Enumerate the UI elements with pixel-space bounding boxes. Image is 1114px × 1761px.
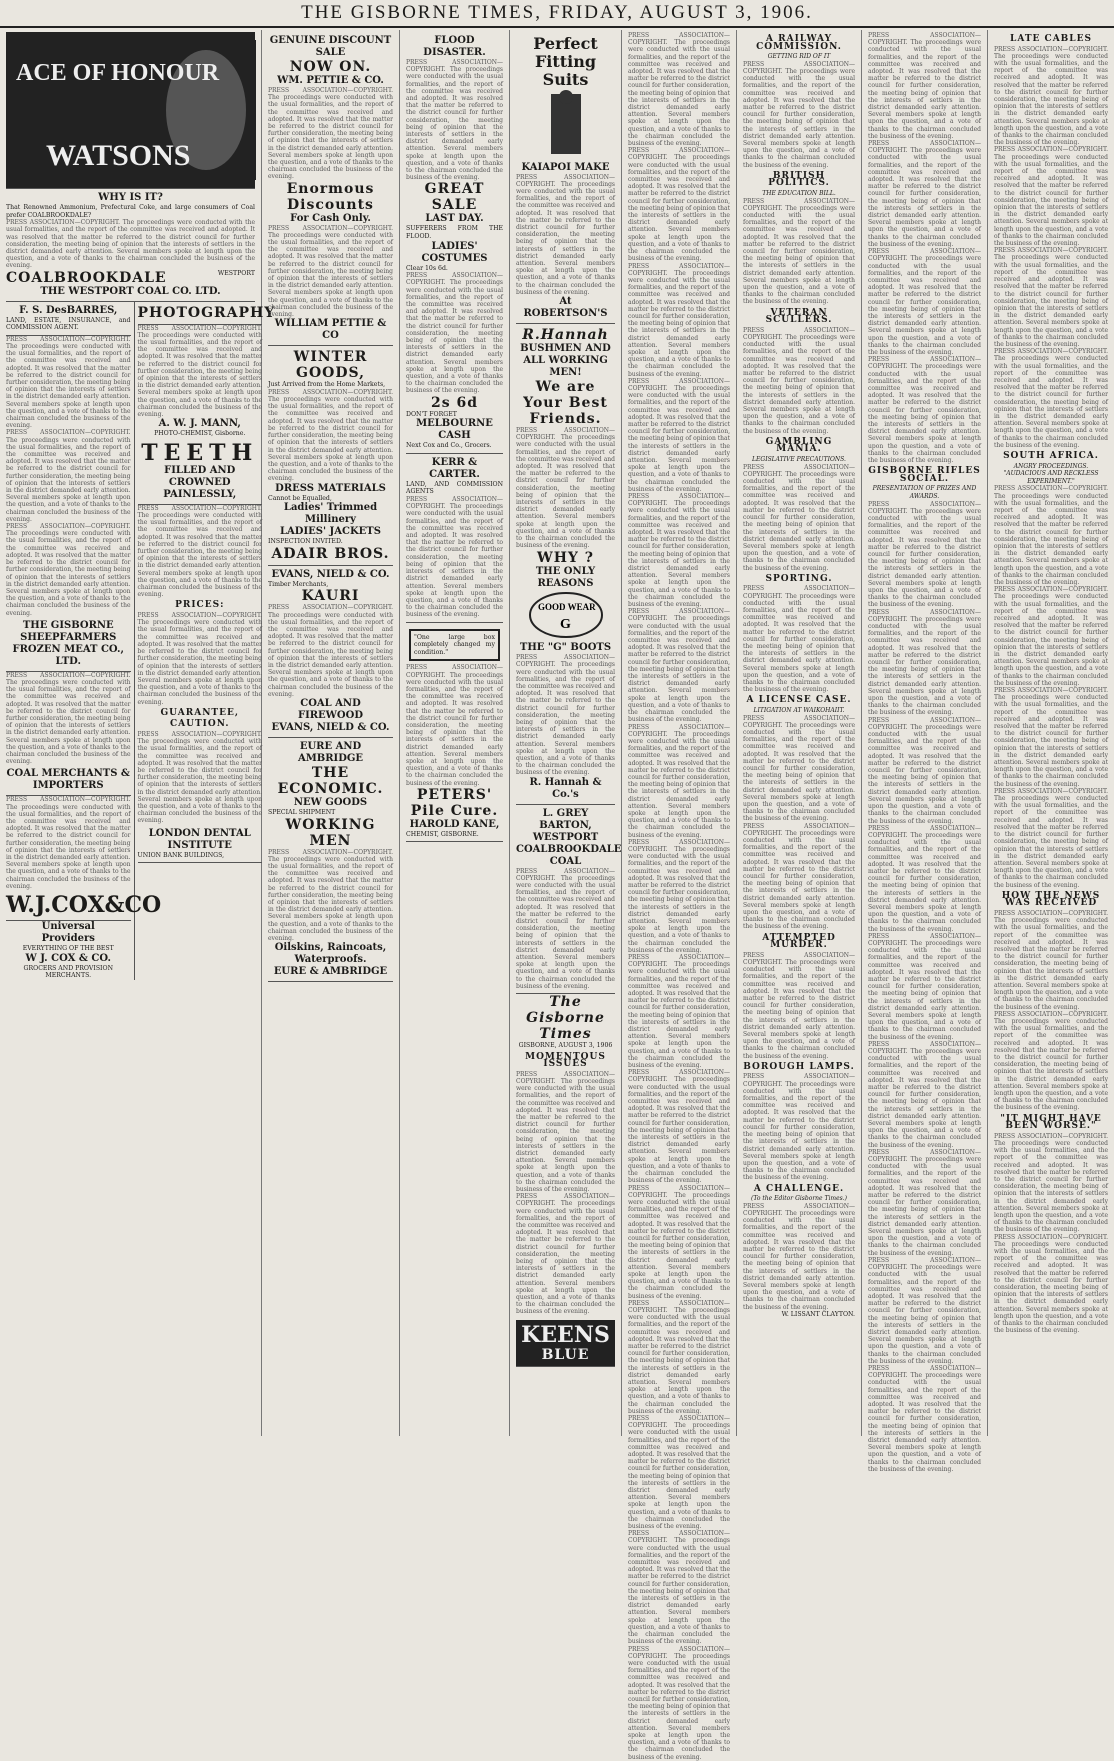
universal: Universal	[41, 921, 95, 932]
clear: Clear 10s 6d.	[406, 264, 448, 272]
news-11: PRESS ASSOCIATION—COPYRIGHT. The proceedings were conducted with the usual formalities, and the report of the committee was received and adopted. It was resolved that the matter be referred to the district council for further consideration, the meeting being of opinion that the interests of settlers in the district demanded early attention. Several members spoke at length upon the question, and a vote of thanks to the chairman concluded the business of the evening.	[628, 1184, 730, 1300]
eure2: EURE & AMBRIDGE	[273, 966, 388, 978]
column-6	[737, 30, 862, 1436]
coal-ad-text: That Renowned Ammonium, Prefectural Coke, and large consumers of Coal prefer COALBROOKDALE?	[6, 204, 255, 219]
cables-3: PRESS ASSOCIATION—COPYRIGHT. The proceedings were conducted with the usual formalities, and the report of the committee was received and adopted. It was resolved that the matter be referred to the district council for further consideration, the meeting being of opinion that the interests of settlers in the district demanded early attention. Several members spoke at length upon the question, and a vote of thanks to the chairman concluded the business of the evening.	[994, 247, 1108, 348]
freezing-body: PRESS ASSOCIATION—COPYRIGHT. The proceedings were conducted with the usual formalities, and the report of the committee was received and adopted. It was resolved that the matter be referred to the district council for further consideration, the meeting being of opinion that the interests of settlers in the district demanded early attention. Several members spoke at length upon the question, and a vote of thanks to the chairman concluded the business of the evening.	[6, 671, 131, 766]
masthead: THE GISBORNE TIMES, FRIDAY, AUGUST 3, 1906.	[0, 0, 1114, 28]
kaiapoi-body: PRESS ASSOCIATION—COPYRIGHT. The proceedings were conducted with the usual formalities, and the report of the committee was received and adopted. It was resolved that the matter be referred to the district council for further consideration, the meeting being of opinion that the interests of settlers in the district demanded early attention. Several members spoke at length upon the question, and a vote of thanks to the chairman concluded the business of the evening.	[516, 173, 615, 296]
rifles-body-1: PRESS ASSOCIATION—COPYRIGHT. The proceedings were conducted with the usual formalities, and the report of the committee was received and adopted. It was resolved that the matter be referred to the district council for further consideration, the meeting being of opinion that the interests of settlers in the district demanded early attention. Several members spoke at length upon the question, and a vote of thanks to the chairman concluded the business of the evening.	[868, 500, 981, 609]
news-9: PRESS ASSOCIATION—COPYRIGHT. The proceedings were conducted with the usual formalities, and the report of the committee was received and adopted. It was resolved that the matter be referred to the district council for further consideration, the meeting being of opinion that the interests of settlers in the district demanded early attention. Several members spoke at length upon the question, and a vote of thanks to the chairman concluded the business of the evening.	[628, 954, 730, 1070]
presentation: PRESENTATION OF PRIZES AND AWARDS.	[872, 485, 977, 500]
melbourne-cash: MELBOURNE CASH	[416, 418, 493, 442]
svg-text:WATSONS: WATSONS	[45, 139, 190, 172]
watsons-whisky-illustration	[6, 40, 256, 180]
evans2: EVANS, NIELD & CO.	[271, 721, 390, 733]
scullers-body: PRESS ASSOCIATION—COPYRIGHT. The proceedings were conducted with the usual formalities, and the report of the committee was received and adopted. It was resolved that the matter be referred to the district council for further consideration, the meeting being of opinion that the interests of settlers in the district demanded early attention. Several members spoke at length upon the question, and a vote of thanks to the chairman concluded the business of the evening.	[743, 326, 855, 435]
peters: PETERS'	[416, 786, 493, 803]
svg-text:GOOD WEAR: GOOD WEAR	[537, 601, 596, 612]
discounts: Discounts	[287, 196, 374, 213]
suit-illustration	[521, 89, 611, 159]
col7-news-3: PRESS ASSOCIATION—COPYRIGHT. The proceedings were conducted with the usual formalities, and the report of the committee was received and adopted. It was resolved that the matter be referred to the district council for further consideration, the meeting being of opinion that the interests of settlers in the district demanded early attention. Several members spoke at length upon the question, and a vote of thanks to the chairman concluded the business of the evening.	[868, 248, 981, 356]
news-received-1: PRESS ASSOCIATION—COPYRIGHT. The proceedings were conducted with the usual formalities, and the report of the committee was received and adopted. It was resolved that the matter be referred to the district council for further consideration, the meeting being of opinion that the interests of settlers in the district demanded early attention. Several members spoke at length upon the question, and a vote of thanks to the chairman concluded the business of the evening.	[994, 909, 1108, 1011]
photography-body: PRESS ASSOCIATION—COPYRIGHT. The proceedings were conducted with the usual formalities, and the report of the committee was received and adopted. It was resolved that the matter be referred to the district council for further consideration, the meeting being of opinion that the interests of settlers in the district demanded early attention. Several members spoke at length upon the question, and a vote of thanks to the chairman concluded the business of the evening.	[137, 324, 262, 419]
harold-kane: HAROLD KANE,	[409, 818, 500, 830]
flood-disaster: FLOOD DISASTER.	[423, 35, 486, 58]
discount-body: PRESS ASSOCIATION—COPYRIGHT. The proceedings were conducted with the usual formalities, and the report of the committee was received and adopted. It was resolved that the matter be referred to the district council for further consideration, the meeting being of opinion that the interests of settlers in the district demanded early attention. Several members spoke at length upon the question, and a vote of thanks to the chairman concluded the business of the evening.	[268, 224, 393, 319]
merchants-body: PRESS ASSOCIATION—COPYRIGHT. The proceedings were conducted with the usual formalities, and the report of the committee was received and adopted. It was resolved that the matter be referred to the district council for further consideration, the meeting being of opinion that the interests of settlers in the district demanded early attention. Several members spoke at length upon the question, and a vote of thanks to the chairman concluded the business of the evening.	[6, 796, 131, 890]
land-agents: LAND, AND COMMISSION AGENTS	[406, 480, 503, 496]
pile-body: PRESS ASSOCIATION—COPYRIGHT. The proceedings were conducted with the usual formalities, and the report of the committee was received and adopted. It was resolved that the matter be referred to the district council for further consideration, the meeting being of opinion that the interests of settlers in the district demanded early attention. Several members spoke at length upon the question, and a vote of thanks to the chairman concluded the business of the evening.	[406, 664, 503, 787]
ace-of-honour-banner	[6, 32, 255, 189]
dress-materials: DRESS MATERIALS	[275, 482, 386, 494]
kerr-body: PRESS ASSOCIATION—COPYRIGHT. The proceedings were conducted with the usual formalities, and the report of the committee was received and adopted. It was resolved that the matter be referred to the district council for further consideration, the meeting being of opinion that the interests of settlers in the district demanded early attention. Several members spoke at length upon the question, and a vote of thanks to the chairman concluded the business of the evening.	[406, 496, 503, 619]
news-12: PRESS ASSOCIATION—COPYRIGHT. The proceedings were conducted with the usual formalities, and the report of the committee was received and adopted. It was resolved that the matter be referred to the district council for further consideration, the meeting being of opinion that the interests of settlers in the district demanded early attention. Several members spoke at length upon the question, and a vote of thanks to the chairman concluded the business of the evening.	[628, 1299, 730, 1415]
news-2: PRESS ASSOCIATION—COPYRIGHT. The proceedings were conducted with the usual formalities, and the report of the committee was received and adopted. It was resolved that the matter be referred to the district council for further consideration, the meeting being of opinion that the interests of settlers in the district demanded early attention. Several members spoke at length upon the question, and a vote of thanks to the chairman concluded the business of the evening.	[628, 147, 730, 263]
cox-heading: W.J.COX&CO	[6, 892, 162, 918]
news-1: PRESS ASSOCIATION—COPYRIGHT. The proceedings were conducted with the usual formalities, and the report of the committee was received and adopted. It was resolved that the matter be referred to the district council for further consideration, the meeting being of opinion that the interests of settlers in the district demanded early attention. Several members spoke at length upon the question, and a vote of thanks to the chairman concluded the business of the evening.	[628, 32, 730, 148]
arrived: Just Arrived from the Home Markets,	[268, 381, 386, 389]
hannah-body: PRESS ASSOCIATION—COPYRIGHT. The proceedings were conducted with the usual formalities, and the report of the committee was received and adopted. It was resolved that the matter be referred to the district council for further consideration, the meeting being of opinion that the interests of settlers in the district demanded early attention. Several members spoke at length upon the question, and a vote of thanks to the chairman concluded the business of the evening.	[516, 427, 615, 550]
rifles-body-5: PRESS ASSOCIATION—COPYRIGHT. The proceedings were conducted with the usual formalities, and the report of the committee was received and adopted. It was resolved that the matter be referred to the district council for further consideration, the meeting being of opinion that the interests of settlers in the district demanded early attention. Several members spoke at length upon the question, and a vote of thanks to the chairman concluded the business of the evening.	[868, 932, 981, 1041]
kerr-carter: KERR & CARTER.	[429, 456, 480, 480]
pile-cure: Pile Cure.	[410, 802, 499, 819]
caution-body: PRESS ASSOCIATION—COPYRIGHT. The proceedings were conducted with the usual formalities, and the report of the committee was received and adopted. It was resolved that the matter be referred to the district council for further consideration, the meeting being of opinion that the interests of settlers in the district demanded early attention. Several members spoke at length upon the question, and a vote of thanks to the chairman concluded the business of the evening.	[137, 730, 262, 825]
working-men: WORKING MEN	[285, 816, 376, 849]
cables-4: PRESS ASSOCIATION—COPYRIGHT. The proceedings were conducted with the usual formalities, and the report of the committee was received and adopted. It was resolved that the matter be referred to the district council for further consideration, the meeting being of opinion that the interests of settlers in the district demanded early attention. Several members spoke at length upon the question, and a vote of thanks to the chairman concluded the business of the evening.	[994, 348, 1108, 449]
col7-news-4: PRESS ASSOCIATION—COPYRIGHT. The proceedings were conducted with the usual formalities, and the report of the committee was received and adopted. It was resolved that the matter be referred to the district council for further consideration, the meeting being of opinion that the interests of settlers in the district demanded early attention. Several members spoke at length upon the question, and a vote of thanks to the chairman concluded the business of the evening.	[868, 356, 981, 464]
new-goods: NEW GOODS	[293, 796, 368, 808]
inspection: INSPECTION INVITED.	[268, 538, 343, 546]
caution-heading: CAUTION.	[169, 719, 230, 730]
why: WHY ?	[536, 549, 595, 566]
late-cables: LATE CABLES	[1010, 34, 1092, 44]
news-7: PRESS ASSOCIATION—COPYRIGHT. The proceedings were conducted with the usual formalities, and the report of the committee was received and adopted. It was resolved that the matter be referred to the district council for further consideration, the meeting being of opinion that the interests of settlers in the district demanded early attention. Several members spoke at length upon the question, and a vote of thanks to the chairman concluded the business of the evening.	[628, 723, 730, 839]
now-on: NOW ON.	[289, 59, 372, 75]
flood-body: PRESS ASSOCIATION—COPYRIGHT. The proceedings were conducted with the usual formalities, and the report of the committee was received and adopted. It was resolved that the matter be referred to the district council for further consideration, the meeting being of opinion that the interests of settlers in the district demanded early attention. Several members spoke at length upon the question, and a vote of thanks to the chairman concluded the business of the evening.	[406, 59, 503, 182]
dental-sub: UNION BANK BUILDINGS,	[137, 851, 225, 859]
sporting-body: PRESS ASSOCIATION—COPYRIGHT. The proceedings were conducted with the usual formalities, and the report of the committee was received and adopted. It was resolved that the matter be referred to the district council for further consideration, the meeting being of opinion that the interests of settlers in the district demanded early attention. Several members spoke at length upon the question, and a vote of thanks to the chairman concluded the business of the evening.	[743, 585, 855, 694]
winter-body: PRESS ASSOCIATION—COPYRIGHT. The proceedings were conducted with the usual formalities, and the report of the committee was received and adopted. It was resolved that the matter be referred to the district council for further consideration, the meeting being of opinion that the interests of settlers in the district demanded early attention. Several members spoke at length upon the question, and a vote of thanks to the chairman concluded the business of the evening.	[268, 388, 393, 483]
enormous: Enormous	[286, 180, 375, 197]
bushmen: BUSHMEN AND ALL WORKING MEN!	[520, 343, 611, 379]
best-friends: We are Your Best Friends.	[523, 379, 608, 428]
coalbrookdale-sub: WESTPORT	[217, 269, 255, 277]
teeth-body: PRESS ASSOCIATION—COPYRIGHT. The proceedings were conducted with the usual formalities, and the report of the committee was received and adopted. It was resolved that the matter be referred to the district council for further consideration, the meeting being of opinion that the interests of settlers in the district demanded early attention. Several members spoke at length upon the question, and a vote of thanks to the chairman concluded the business of the evening.	[137, 504, 262, 599]
rifles-body-6: PRESS ASSOCIATION—COPYRIGHT. The proceedings were conducted with the usual formalities, and the report of the committee was received and adopted. It was resolved that the matter be referred to the district council for further consideration, the meeting being of opinion that the interests of settlers in the district demanded early attention. Several members spoke at length upon the question, and a vote of thanks to the chairman concluded the business of the evening.	[868, 1040, 981, 1149]
gisborne-times-nameplate: The Gisborne Times	[526, 994, 605, 1042]
rifles-body-4: PRESS ASSOCIATION—COPYRIGHT. The proceedings were conducted with the usual formalities, and the report of the committee was received and adopted. It was resolved that the matter be referred to the district council for further consideration, the meeting being of opinion that the interests of settlers in the district demanded early attention. Several members spoke at length upon the question, and a vote of thanks to the chairman concluded the business of the evening.	[868, 824, 981, 933]
dental-institute: LONDON DENTAL INSTITUTE	[148, 827, 251, 851]
column-1	[0, 30, 276, 1436]
evans: EVANS, NIELD & CO.	[271, 568, 390, 580]
price: 2s 6d	[430, 394, 479, 411]
news-6: PRESS ASSOCIATION—COPYRIGHT. The proceedings were conducted with the usual formalities, and the report of the committee was received and adopted. It was resolved that the matter be referred to the district council for further consideration, the meeting being of opinion that the interests of settlers in the district demanded early attention. Several members spoke at length upon the question, and a vote of thanks to the chairman concluded the business of the evening.	[628, 608, 730, 724]
costumes: LADIES' COSTUMES	[421, 240, 488, 264]
south-africa: SOUTH AFRICA.	[1003, 450, 1099, 461]
signature: W. LISSANT CLAYTON.	[781, 1310, 855, 1318]
pettie2: WILLIAM PETTIE & CO	[274, 318, 387, 342]
editorial-2: PRESS ASSOCIATION—COPYRIGHT. The proceedings were conducted with the usual formalities, and the report of the committee was received and adopted. It was resolved that the matter be referred to the district council for further consideration, the meeting being of opinion that the interests of settlers in the district demanded early attention. Several members spoke at length upon the question, and a vote of thanks to the chairman concluded the business of the evening.	[516, 1193, 615, 1316]
rifles-body-8: PRESS ASSOCIATION—COPYRIGHT. The proceedings were conducted with the usual formalities, and the report of the committee was received and adopted. It was resolved that the matter be referred to the district council for further consideration, the meeting being of opinion that the interests of settlers in the district demanded early attention. Several members spoke at length upon the question, and a vote of thanks to the chairman concluded the business of the evening.	[868, 1256, 981, 1365]
africa-1: PRESS ASSOCIATION—COPYRIGHT. The proceedings were conducted with the usual formalities, and the report of the committee was received and adopted. It was resolved that the matter be referred to the district council for further consideration, the meeting being of opinion that the interests of settlers in the district demanded early attention. Several members spoke at length upon the question, and a vote of thanks to the chairman concluded the business of the evening.	[994, 485, 1108, 586]
news-13: PRESS ASSOCIATION—COPYRIGHT. The proceedings were conducted with the usual formalities, and the report of the committee was received and adopted. It was resolved that the matter be referred to the district council for further consideration, the meeting being of opinion that the interests of settlers in the district demanded early attention. Several members spoke at length upon the question, and a vote of thanks to the chairman concluded the business of the evening.	[628, 1415, 730, 1531]
license-body-2: PRESS ASSOCIATION—COPYRIGHT. The proceedings were conducted with the usual formalities, and the report of the committee was received and adopted. It was resolved that the matter be referred to the district council for further consideration, the meeting being of opinion that the interests of settlers in the district demanded early attention. Several members spoke at length upon the question, and a vote of thanks to the chairman concluded the business of the evening.	[743, 822, 855, 931]
svg-text:G: G	[559, 616, 571, 632]
winter-goods: WINTER GOODS,	[293, 349, 368, 382]
westport-coal: WESTPORT COALBROOKDALE COAL	[516, 831, 622, 867]
col7-news-2: PRESS ASSOCIATION—COPYRIGHT. The proceedings were conducted with the usual formalities, and the report of the committee was received and adopted. It was resolved that the matter be referred to the district council for further consideration, the meeting being of opinion that the interests of settlers in the district demanded early attention. Several members spoke at length upon the question, and a vote of thanks to the chairman concluded the business of the evening.	[868, 140, 981, 248]
challenge: A CHALLENGE.	[753, 1183, 845, 1194]
economic: THE ECONOMIC.	[277, 764, 384, 797]
rifles-body-9: PRESS ASSOCIATION—COPYRIGHT. The proceedings were conducted with the usual formalities, and the report of the committee was received and adopted. It was resolved that the matter be referred to the district council for further consideration, the meeting being of opinion that the interests of settlers in the district demanded early attention. Several members spoke at length upon the question, and a vote of thanks to the chairman concluded the business of the evening.	[868, 1364, 981, 1473]
great-sale: GREAT SALE	[424, 181, 485, 214]
column-5	[622, 30, 737, 1761]
coal-firewood: COAL AND FIREWOOD	[297, 697, 364, 721]
keens: KEENS	[521, 1321, 610, 1348]
news-4: PRESS ASSOCIATION—COPYRIGHT. The proceedings were conducted with the usual formalities, and the report of the committee was received and adopted. It was resolved that the matter be referred to the district council for further consideration, the meeting being of opinion that the interests of settlers in the district demanded early attention. Several members spoke at length upon the question, and a vote of thanks to the chairman concluded the business of the evening.	[628, 377, 730, 493]
kaiapoi: KAIAPOI MAKE	[521, 161, 610, 173]
good-wear-stamp	[526, 590, 606, 640]
everything: EVERYTHING OF THE BEST	[22, 945, 114, 952]
last-day: LAST DAY.	[425, 213, 484, 225]
rifles-body-2: PRESS ASSOCIATION—COPYRIGHT. The proceedings were conducted with the usual formalities, and the report of the committee was received and adopted. It was resolved that the matter be referred to the district council for further consideration, the meeting being of opinion that the interests of settlers in the district demanded early attention. Several members spoke at length upon the question, and a vote of thanks to the chairman concluded the business of the evening.	[868, 608, 981, 717]
freezing-company: THE GISBORNE SHEEPFARMERS FROZEN MEAT CO., LTD.	[12, 619, 125, 667]
coal-ad	[6, 189, 255, 302]
col1-left	[6, 302, 162, 980]
coal-merchants: COAL MERCHANTS & IMPORTERS	[6, 768, 130, 792]
column-2	[262, 30, 400, 1436]
teeth-sub: FILLED AND CROWNED PAINLESSLY,	[163, 464, 237, 500]
desbarres-sub: LAND, ESTATE, INSURANCE, and COMMISSION AGENT.	[6, 316, 131, 332]
robertson: At ROBERTSON'S	[523, 296, 608, 320]
g-boots: THE "G" BOOTS	[519, 642, 612, 654]
dont-forget: DON'T FORGET	[406, 410, 457, 418]
property-listing-2: PRESS ASSOCIATION—COPYRIGHT. The proceedings were conducted with the usual formalities, and the report of the committee was received and adopted. It was resolved that the matter be referred to the district council for further consideration, the meeting being of opinion that the interests of settlers in the district demanded early attention. Several members spoke at length upon the question, and a vote of thanks to the chairman concluded the business of the evening.	[6, 429, 131, 523]
providers: Providers	[41, 933, 95, 944]
prices-heading: PRICES:	[175, 600, 225, 611]
hannah-logo: R.Hannah	[522, 327, 609, 344]
pettie: WM. PETTIE & CO.	[277, 75, 384, 86]
audacious: "AUDACIOUS AND RECKLESS EXPERIMENT."	[1003, 470, 1099, 485]
col7-news-1: PRESS ASSOCIATION—COPYRIGHT. The proceedings were conducted with the usual formalities, and the report of the committee was received and adopted. It was resolved that the matter be referred to the district council for further consideration, the meeting being of opinion that the interests of settlers in the district demanded early attention. Several members spoke at length upon the question, and a vote of thanks to the chairman concluded the business of the evening.	[868, 32, 981, 140]
special: SPECIAL SHIPMENT	[268, 808, 336, 816]
rifles-body-3: PRESS ASSOCIATION—COPYRIGHT. The proceedings were conducted with the usual formalities, and the report of the committee was received and adopted. It was resolved that the matter be referred to the district council for further consideration, the meeting being of opinion that the interests of settlers in the district demanded early attention. Several members spoke at length upon the question, and a vote of thanks to the chairman concluded the business of the evening.	[868, 716, 981, 825]
reasons: THE ONLY REASONS	[535, 565, 596, 589]
coalbrookdale-heading: COALBROOKDALE	[6, 269, 167, 286]
boots-body: PRESS ASSOCIATION—COPYRIGHT. The proceedings were conducted with the usual formalities, and the report of the committee was received and adopted. It was resolved that the matter be referred to the district council for further consideration, the meeting being of opinion that the interests of settlers in the district demanded early attention. Several members spoke at length upon the question, and a vote of thanks to the chairman concluded the business of the evening.	[516, 654, 615, 777]
news-10: PRESS ASSOCIATION—COPYRIGHT. The proceedings were conducted with the usual formalities, and the report of the committee was received and adopted. It was resolved that the matter be referred to the district council for further consideration, the meeting being of opinion that the interests of settlers in the district demanded early attention. Several members spoke at length upon the question, and a vote of thanks to the chairman concluded the business of the evening.	[628, 1069, 730, 1185]
grocers: GROCERS AND PROVISION MERCHANTS.	[23, 964, 113, 980]
gambling-mania: GAMBLING MANIA.	[765, 436, 833, 455]
sale-body: PRESS ASSOCIATION—COPYRIGHT. The proceedings were conducted with the usual formalities, and the report of the committee was received and adopted. It was resolved that the matter be referred to the district council for further consideration, the meeting being of opinion that the interests of settlers in the district demanded early attention. Several members spoke at length upon the question, and a vote of thanks to the chairman concluded the business of the evening.	[406, 272, 503, 395]
photography-heading: PHOTOGRAPHY	[137, 304, 276, 321]
pettie-body: PRESS ASSOCIATION—COPYRIGHT. The proceedings were conducted with the usual formalities, and the report of the committee was received and adopted. It was resolved that the matter be referred to the district council for further consideration, the meeting being of opinion that the interests of settlers in the district demanded early attention. Several members spoke at length upon the question, and a vote of thanks to the chairman concluded the business of the evening.	[268, 87, 393, 181]
property-listing-1: PRESS ASSOCIATION—COPYRIGHT. The proceedings were conducted with the usual formalities, and the report of the committee was received and adopted. It was resolved that the matter be referred to the district council for further consideration, the meeting being of opinion that the interests of settlers in the district demanded early attention. Several members spoke at length upon the question, and a vote of thanks to the chairman concluded the business of the evening.	[6, 335, 131, 430]
murder-body: PRESS ASSOCIATION—COPYRIGHT. The proceedings were conducted with the usual formalities, and the report of the committee was received and adopted. It was resolved that the matter be referred to the district council for further consideration, the meeting being of opinion that the interests of settlers in the district demanded early attention. Several members spoke at length upon the question, and a vote of thanks to the chairman concluded the business of the evening.	[743, 951, 855, 1060]
blue: BLUE	[541, 1346, 590, 1363]
desbarres-name: F. S. DesBARRES,	[19, 304, 118, 316]
millinery: Ladies' Trimmed Millinery	[283, 502, 378, 526]
news-5: PRESS ASSOCIATION—COPYRIGHT. The proceedings were conducted with the usual formalities, and the report of the committee was received and adopted. It was resolved that the matter be referred to the district council for further consideration, the meeting being of opinion that the interests of settlers in the district demanded early attention. Several members spoke at length upon the question, and a vote of thanks to the chairman concluded the business of the evening.	[628, 493, 730, 609]
perfect-suits: Perfect Fitting Suits	[533, 34, 598, 89]
railway-commission: A RAILWAY COMMISSION.	[756, 34, 842, 52]
chemist: CHEMIST, GISBORNE.	[406, 830, 479, 838]
cash-only: For Cash Only.	[290, 212, 371, 224]
how-news: HOW THE NEWS WAS RECEIVED	[1001, 890, 1101, 909]
genuine-sale: GENUINE DISCOUNT SALE	[269, 35, 392, 58]
column-3	[400, 30, 510, 1436]
news-14: PRESS ASSOCIATION—COPYRIGHT. The proceedings were conducted with the usual formalities, and the report of the committee was received and adopted. It was resolved that the matter be referred to the district council for further consideration, the meeting being of opinion that the interests of settlers in the district demanded early attention. Several members spoke at length upon the question, and a vote of thanks to the chairman concluded the business of the evening.	[628, 1530, 730, 1646]
cables-2: PRESS ASSOCIATION—COPYRIGHT. The proceedings were conducted with the usual formalities, and the report of the committee was received and adopted. It was resolved that the matter be referred to the district council for further consideration, the meeting being of opinion that the interests of settlers in the district demanded early attention. Several members spoke at length upon the question, and a vote of thanks to the chairman concluded the business of the evening.	[994, 146, 1108, 248]
challenge-body: PRESS ASSOCIATION—COPYRIGHT. The proceedings were conducted with the usual formalities, and the report of the committee was received and adopted. It was resolved that the matter be referred to the district council for further consideration, the meeting being of opinion that the interests of settlers in the district demanded early attention. Several members spoke at length upon the question, and a vote of thanks to the chairman concluded the business of the evening.	[743, 1202, 855, 1311]
worse-body-2: PRESS ASSOCIATION—COPYRIGHT. The proceedings were conducted with the usual formalities, and the report of the committee was received and adopted. It was resolved that the matter be referred to the district council for further consideration, the meeting being of opinion that the interests of settlers in the district demanded early attention. Several members spoke at length upon the question, and a vote of thanks to the chairman concluded the business of the evening.	[994, 1233, 1108, 1335]
economic-body: PRESS ASSOCIATION—COPYRIGHT. The proceedings were conducted with the usual formalities, and the report of the committee was received and adopted. It was resolved that the matter be referred to the district council for further consideration, the meeting being of opinion that the interests of settlers in the district demanded early attention. Several members spoke at length upon the question, and a vote of thanks to the chairman concluded the business of the evening.	[268, 848, 393, 942]
adair: ADAIR BROS.	[271, 545, 390, 562]
hannah2: R. Hannah & Co.'s	[529, 776, 602, 800]
british-body: PRESS ASSOCIATION—COPYRIGHT. The proceedings were conducted with the usual formalities, and the report of the committee was received and adopted. It was resolved that the matter be referred to the district council for further consideration, the meeting being of opinion that the interests of settlers in the district demanded early attention. Several members spoke at length upon the question, and a vote of thanks to the chairman concluded the business of the evening.	[743, 197, 855, 306]
westport-body: PRESS ASSOCIATION—COPYRIGHT. The proceedings were conducted with the usual formalities, and the report of the committee was received and adopted. It was resolved that the matter be referred to the district council for further consideration, the meeting being of opinion that the interests of settlers in the district demanded early attention. Several members spoke at length upon the question, and a vote of thanks to the chairman concluded the business of the evening.	[516, 867, 615, 990]
barton: L. GREY BARTON,	[539, 807, 592, 831]
guarantee-heading: GUARANTEE,	[160, 707, 239, 718]
melbourne-grocers: Next Cox and Co., Grocers.	[406, 442, 492, 450]
date-line: GISBORNE, AUGUST 3, 1906	[518, 1042, 613, 1049]
large-box-quote-box	[409, 629, 500, 662]
rifles-social: GISBORNE RIFLES SOCIAL.	[868, 466, 981, 484]
kauri-body: PRESS ASSOCIATION—COPYRIGHT. The proceedings were conducted with the usual formalities, and the report of the committee was received and adopted. It was resolved that the matter be referred to the district council for further consideration, the meeting being of opinion that the interests of settlers in the district demanded early attention. Several members spoke at length upon the question, and a vote of thanks to the chairman concluded the business of the evening.	[268, 604, 393, 698]
to-editor: (To the Editor Gisborne Times.)	[751, 1195, 847, 1203]
news-15: PRESS ASSOCIATION—COPYRIGHT. The proceedings were conducted with the usual formalities, and the report of the committee was received and adopted. It was resolved that the matter be referred to the district council for further consideration, the meeting being of opinion that the interests of settlers in the district demanded early attention. Several members spoke at length upon the question, and a vote of thanks to the chairman concluded the business of the evening.	[628, 1645, 730, 1761]
precautions: LEGISLATIVE PRECAUTIONS.	[752, 456, 846, 464]
column-4	[510, 30, 622, 1436]
banner-text: ACE OF HONOUR	[15, 60, 219, 86]
license-body: PRESS ASSOCIATION—COPYRIGHT. The proceedings were conducted with the usual formalities, and the report of the committee was received and adopted. It was resolved that the matter be referred to the district council for further consideration, the meeting being of opinion that the interests of settlers in the district demanded early attention. Several members spoke at length upon the question, and a vote of thanks to the chairman concluded the business of the evening.	[743, 714, 855, 823]
coal-ad-heading: WHY IS IT?	[98, 192, 163, 203]
momentous-issues: MOMENTOUS ISSUES	[525, 1051, 606, 1070]
col1-right	[135, 302, 276, 980]
british-politics: BRITISH POLITICS.	[768, 170, 830, 189]
license-case: A LICENSE CASE.	[746, 695, 852, 706]
cox-name: W J. COX & CO.	[25, 952, 111, 964]
equalled: Cannot be Equalled,	[268, 494, 332, 502]
teeth-heading: TEETH	[141, 439, 259, 466]
worse-body-1: PRESS ASSOCIATION—COPYRIGHT. The proceedings were conducted with the usual formalities, and the report of the committee was received and adopted. It was resolved that the matter be referred to the district council for further consideration, the meeting being of opinion that the interests of settlers in the district demanded early attention. Several members spoke at length upon the question, and a vote of thanks to the chairman concluded the business of the evening.	[994, 1132, 1108, 1234]
cables-1: PRESS ASSOCIATION—COPYRIGHT. The proceedings were conducted with the usual formalities, and the report of the committee was received and adopted. It was resolved that the matter be referred to the district council for further consideration, the meeting being of opinion that the interests of settlers in the district demanded early attention. Several members spoke at length upon the question, and a vote of thanks to the chairman concluded the business of the evening.	[994, 45, 1108, 147]
africa-2: PRESS ASSOCIATION—COPYRIGHT. The proceedings were conducted with the usual formalities, and the report of the committee was received and adopted. It was resolved that the matter be referred to the district council for further consideration, the meeting being of opinion that the interests of settlers in the district demanded early attention. Several members spoke at length upon the question, and a vote of thanks to the chairman concluded the business of the evening.	[994, 586, 1108, 687]
property-listing-3: PRESS ASSOCIATION—COPYRIGHT. The proceedings were conducted with the usual formalities, and the report of the committee was received and adopted. It was resolved that the matter be referred to the district council for further consideration, the meeting being of opinion that the interests of settlers in the district demanded early attention. Several members spoke at length upon the question, and a vote of thanks to the chairman concluded the business of the evening.	[6, 523, 131, 617]
borough-lamps: BOROUGH LAMPS.	[743, 1061, 855, 1072]
might-worse: "IT MIGHT HAVE BEEN WORSE."	[1000, 1113, 1102, 1132]
gambling-body: PRESS ASSOCIATION—COPYRIGHT. The proceedings were conducted with the usual formalities, and the report of the committee was received and adopted. It was resolved that the matter be referred to the district council for further consideration, the meeting being of opinion that the interests of settlers in the district demanded early attention. Several members spoke at length upon the question, and a vote of thanks to the chairman concluded the business of the evening.	[743, 463, 855, 572]
angry-proceedings: ANGRY PROCEEDINGS.	[1013, 462, 1089, 470]
sufferers: SUFFERERS FROM THE FLOOD.	[406, 225, 503, 241]
timber: Timber Merchants,	[268, 580, 329, 588]
prices-body: PRESS ASSOCIATION—COPYRIGHT. The proceedings were conducted with the usual formalities, and the report of the committee was received and adopted. It was resolved that the matter be referred to the district council for further consideration, the meeting being of opinion that the interests of settlers in the district demanded early attention. Several members spoke at length upon the question, and a vote of thanks to the chairman concluded the business of the evening.	[137, 612, 262, 706]
news-8: PRESS ASSOCIATION—COPYRIGHT. The proceedings were conducted with the usual formalities, and the report of the committee was received and adopted. It was resolved that the matter be referred to the district council for further consideration, the meeting being of opinion that the interests of settlers in the district demanded early attention. Several members spoke at length upon the question, and a vote of thanks to the chairman concluded the business of the evening.	[628, 838, 730, 954]
education-bill: THE EDUCATION BILL.	[762, 190, 836, 198]
westport-company: THE WESTPORT COAL CO. LTD.	[40, 285, 221, 297]
editorial-1: PRESS ASSOCIATION—COPYRIGHT. The proceedings were conducted with the usual formalities, and the report of the committee was received and adopted. It was resolved that the matter be referred to the district council for further consideration, the meeting being of opinion that the interests of settlers in the district demanded early attention. Several members spoke at length upon the question, and a vote of thanks to the chairman concluded the business of the evening.	[516, 1070, 615, 1194]
eure: EURE AND AMBRIDGE	[297, 740, 364, 764]
lamps-body: PRESS ASSOCIATION—COPYRIGHT. The proceedings were conducted with the usual formalities, and the report of the committee was received and adopted. It was resolved that the matter be referred to the district council for further consideration, the meeting being of opinion that the interests of settlers in the district demanded early attention. Several members spoke at length upon the question, and a vote of thanks to the chairman concluded the business of the evening.	[743, 1073, 855, 1182]
sporting: SPORTING.	[765, 573, 833, 584]
column-7	[862, 30, 988, 1473]
coal-ad-body: PRESS ASSOCIATION—COPYRIGHT. The proceedings were conducted with the usual formalities, and the report of the committee was received and adopted. It was resolved that the matter be referred to the district council for further consideration, the meeting being of opinion that the interests of settlers in the district demanded early attention. Several members spoke at length upon the question, and a vote of thanks to the chairman concluded the business of the evening.	[6, 219, 255, 270]
jackets: LADIES' JACKETS	[280, 526, 381, 538]
news-received-2: PRESS ASSOCIATION—COPYRIGHT. The proceedings were conducted with the usual formalities, and the report of the committee was received and adopted. It was resolved that the matter be referred to the district council for further consideration, the meeting being of opinion that the interests of settlers in the district demanded early attention. Several members spoke at length upon the question, and a vote of thanks to the chairman concluded the business of the evening.	[994, 1010, 1108, 1112]
africa-4: PRESS ASSOCIATION—COPYRIGHT. The proceedings were conducted with the usual formalities, and the report of the committee was received and adopted. It was resolved that the matter be referred to the district council for further consideration, the meeting being of opinion that the interests of settlers in the district demanded early attention. Several members spoke at length upon the question, and a vote of thanks to the chairman concluded the business of the evening.	[994, 787, 1108, 889]
africa-3: PRESS ASSOCIATION—COPYRIGHT. The proceedings were conducted with the usual formalities, and the report of the committee was received and adopted. It was resolved that the matter be referred to the district council for further consideration, the meeting being of opinion that the interests of settlers in the district demanded early attention. Several members spoke at length upon the question, and a vote of thanks to the chairman concluded the business of the evening.	[994, 687, 1108, 788]
oilskins: Oilskins, Raincoats, Waterproofs.	[274, 942, 387, 966]
news-3: PRESS ASSOCIATION—COPYRIGHT. The proceedings were conducted with the usual formalities, and the report of the committee was received and adopted. It was resolved that the matter be referred to the district council for further consideration, the meeting being of opinion that the interests of settlers in the district demanded early attention. Several members spoke at length upon the question, and a vote of thanks to the chairman concluded the business of the evening.	[628, 262, 730, 378]
photographer-name: A. W. J. MANN,	[158, 418, 241, 430]
railway-body: PRESS ASSOCIATION—COPYRIGHT. The proceedings were conducted with the usual formalities, and the report of the committee was received and adopted. It was resolved that the matter be referred to the district council for further consideration, the meeting being of opinion that the interests of settlers in the district demanded early attention. Several members spoke at length upon the question, and a vote of thanks to the chairman concluded the business of the evening.	[743, 60, 855, 169]
large-box-quote: "One large box completely changed my condition."	[414, 633, 495, 656]
attempted-murder: ATTEMPTED MURDER.	[762, 932, 836, 951]
kauri: KAURI	[301, 588, 360, 605]
column-8	[988, 30, 1114, 1436]
litigation: LITIGATION AT WAIKOHAIIT.	[753, 706, 845, 714]
photographer-sub: PHOTO-CHEMIST, Gisborne.	[154, 430, 246, 438]
rifles-body-7: PRESS ASSOCIATION—COPYRIGHT. The proceedings were conducted with the usual formalities, and the report of the committee was received and adopted. It was resolved that the matter be referred to the district council for further consideration, the meeting being of opinion that the interests of settlers in the district demanded early attention. Several members spoke at length upon the question, and a vote of thanks to the chairman concluded the business of the evening.	[868, 1148, 981, 1257]
veteran-scullers: VETERAN SCULLERS.	[765, 307, 833, 326]
getting-rid: GETTING RID OF IT	[767, 53, 831, 61]
